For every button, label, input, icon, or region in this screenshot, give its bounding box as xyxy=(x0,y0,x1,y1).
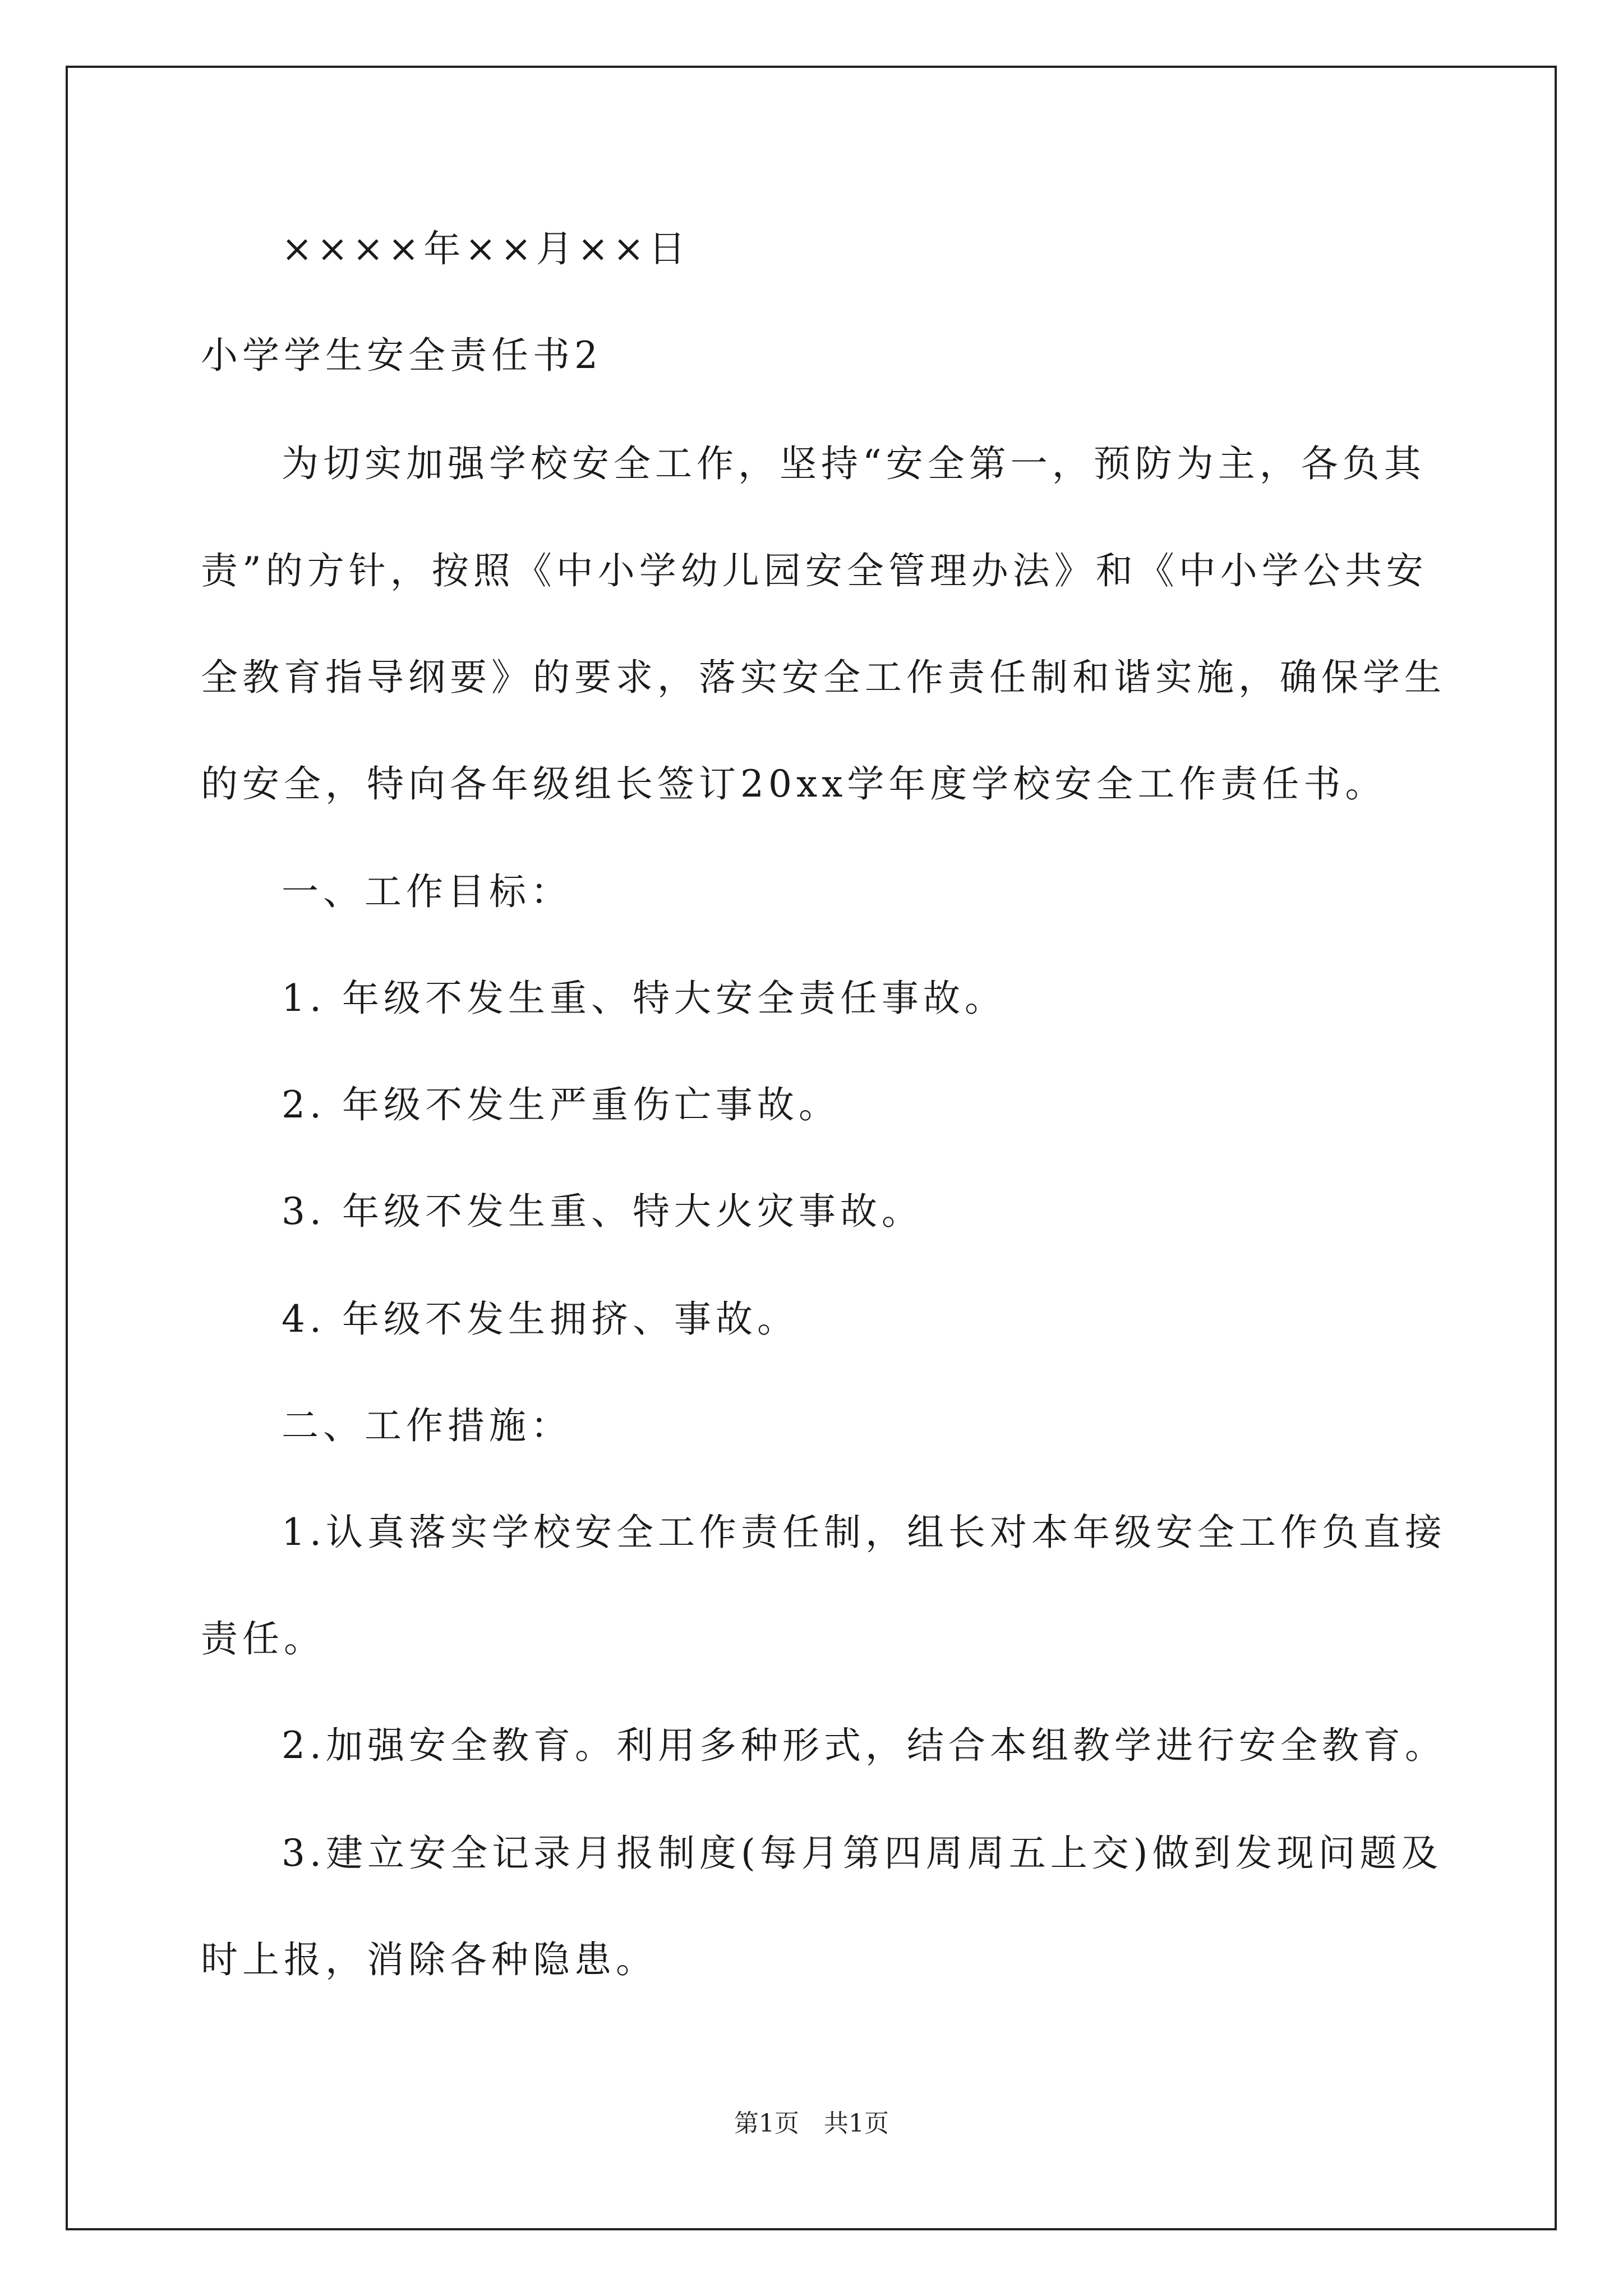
measure-line: 2.加强安全教育。利用多种形式，结合本组教学进行安全教育。 xyxy=(282,1724,1446,1767)
measure-line: 时上报，消除各种隐患。 xyxy=(201,1938,657,1981)
paragraph-line: 全教育指导纲要》的要求，落实安全工作责任制和谐实施，确保学生 xyxy=(201,656,1446,699)
measure-line: 1.认真落实学校安全工作责任制，组长对本年级安全工作负直接 xyxy=(282,1511,1446,1554)
page-footer: 第1页 共1页 xyxy=(734,2109,889,2138)
measure-line: 3.建立安全记录月报制度(每月第四周周五上交)做到发现问题及 xyxy=(282,1832,1443,1875)
goal-item: 2. 年级不发生严重伤亡事故。 xyxy=(282,1083,840,1126)
goal-item: 1. 年级不发生重、特大安全责任事故。 xyxy=(282,977,1006,1020)
paragraph-line: 的安全，特向各年级组长签订20xx学年度学校安全工作责任书。 xyxy=(201,762,1387,806)
document-heading: 小学学生安全责任书2 xyxy=(201,334,602,377)
paragraph-line: 为切实加强学校安全工作，坚持“安全第一，预防为主，各负其 xyxy=(282,442,1426,485)
date-line: ××××年××月××日 xyxy=(282,227,690,270)
paragraph-line: 责”的方针，按照《中小学幼儿园安全管理办法》和《中小学公共安 xyxy=(201,549,1428,592)
section-title: 二、工作措施： xyxy=(282,1404,572,1447)
goal-item: 4. 年级不发生拥挤、事故。 xyxy=(282,1297,799,1341)
measure-line: 责任。 xyxy=(201,1617,325,1660)
section-title: 一、工作目标： xyxy=(282,870,572,913)
goal-item: 3. 年级不发生重、特大火灾事故。 xyxy=(282,1190,923,1233)
page-border xyxy=(66,66,1557,2230)
